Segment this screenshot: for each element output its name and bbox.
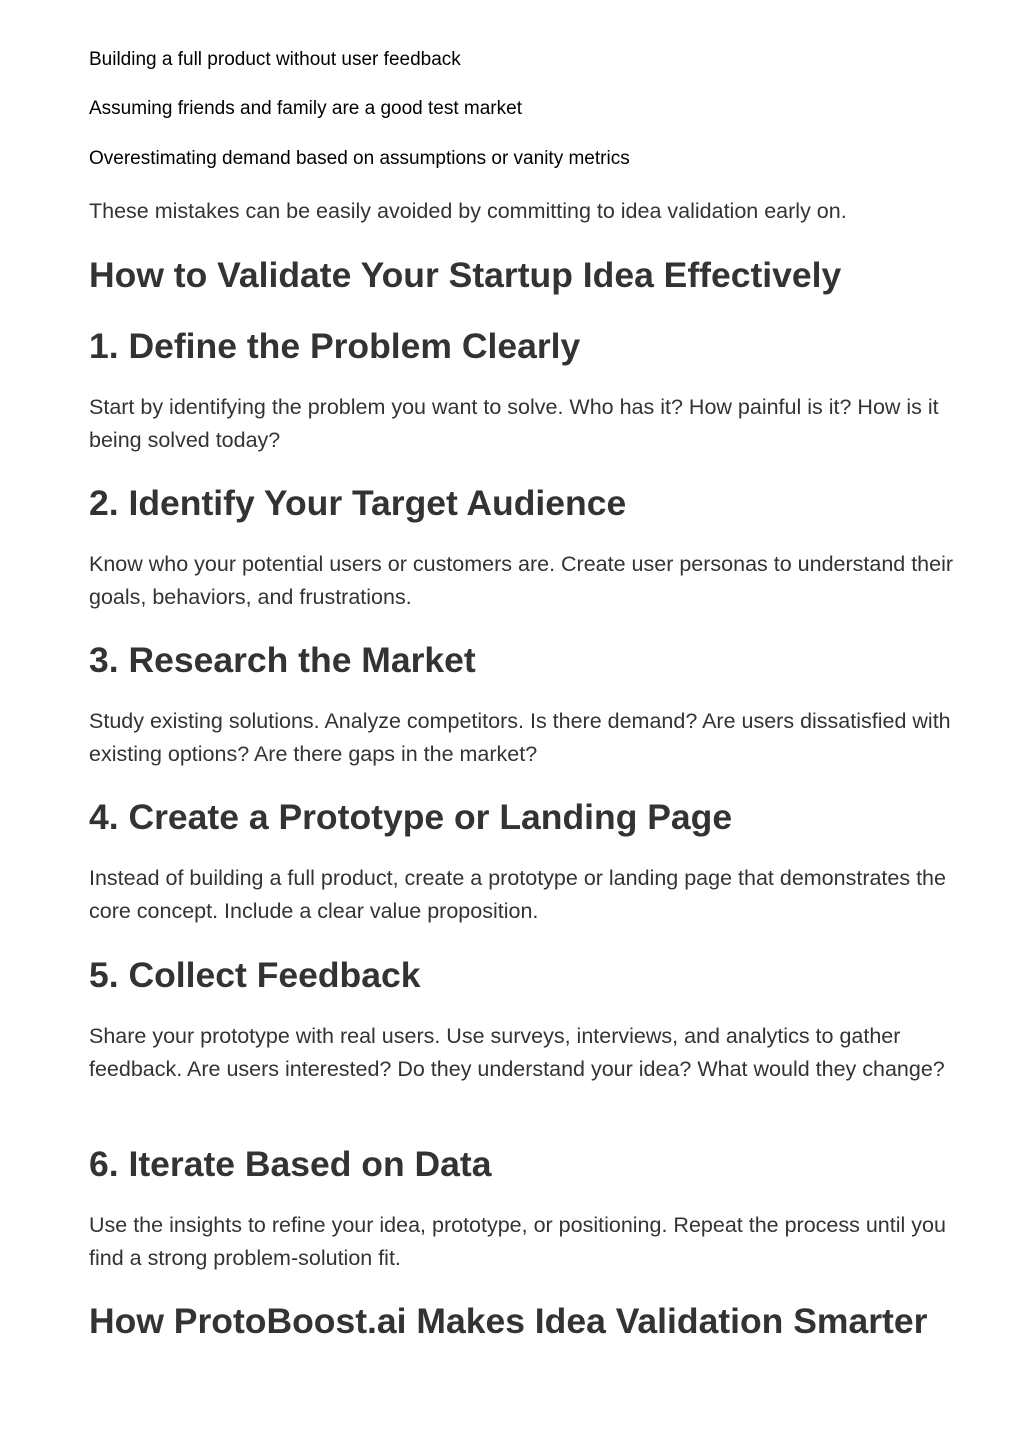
step-heading: 2. Identify Your Target Audience — [89, 483, 627, 523]
mistakes-summary: These mistakes can be easily avoided by committing to idea validation early on. — [89, 199, 847, 223]
how-to-heading: How to Validate Your Startup Idea Effectively — [89, 255, 842, 295]
step-heading: 4. Create a Prototype or Landing Page — [89, 797, 733, 837]
step-body: Share your prototype with real users. Use surveys, interviews, and analytics to gather feedback. Are users interested? Do they understand your idea? What would they change? — [89, 1024, 945, 1081]
protoboost-heading: How ProtoBoost.ai Makes Idea Validation Smarter — [89, 1301, 928, 1341]
step-body: Instead of building a full product, create a prototype or landing page that demonstrates the core concept. Include a clear value proposition. — [89, 866, 946, 923]
mistake-item: Building a full product without user feedback — [89, 49, 461, 70]
mistake-item: Assuming friends and family are a good test market — [89, 98, 522, 119]
step-heading: 5. Collect Feedback — [89, 955, 421, 995]
step-heading: 6. Iterate Based on Data — [89, 1144, 492, 1184]
step-body: Start by identifying the problem you want to solve. Who has it? How painful is it? How is it being solved today? — [89, 395, 939, 452]
step-heading: 1. Define the Problem Clearly — [89, 326, 581, 366]
step-heading: 3. Research the Market — [89, 640, 476, 680]
step-body: Study existing solutions. Analyze competitors. Is there demand? Are users dissatisfied with existing options? Are there gaps in the market? — [89, 709, 951, 766]
step-body: Use the insights to refine your idea, prototype, or positioning. Repeat the process until you find a strong problem-solution fit. — [89, 1213, 946, 1270]
mistake-item: Overestimating demand based on assumptions or vanity metrics — [89, 148, 630, 169]
step-body: Know who your potential users or customers are. Create user personas to understand their goals, behaviors, and frustrations. — [89, 552, 954, 609]
